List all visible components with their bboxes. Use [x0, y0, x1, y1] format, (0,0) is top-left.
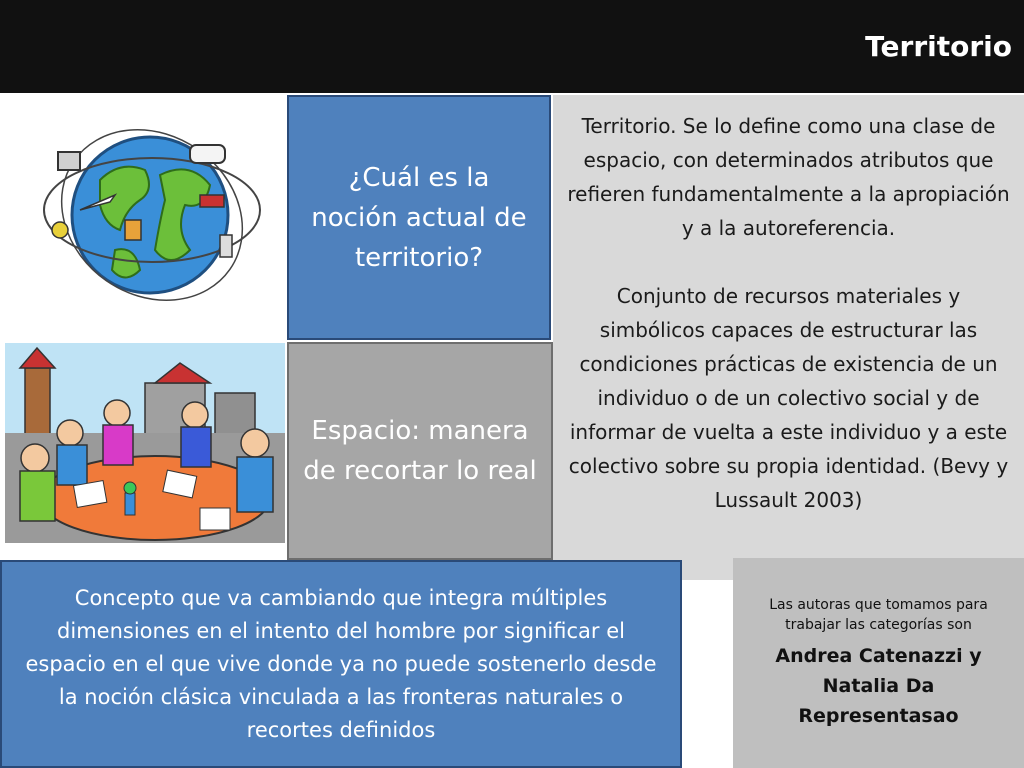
- authors-box: [733, 558, 1024, 768]
- title-bar: [0, 0, 1024, 93]
- slide-title: Territorio: [865, 30, 1012, 63]
- authors-names: Andrea Catenazzi y Natalia Da Representasao: [775, 645, 982, 727]
- space-text: Espacio: manera de recortar lo real: [303, 416, 537, 486]
- authors-intro: Las autoras que tomamos para trabajar las categorías son: [769, 597, 988, 633]
- definition-paragraph-1: Territorio. Se lo define como una clase de espacio, con determinados atributos que refieren fundamentalmente a la apropiación y a la autoreferencia.: [567, 114, 1010, 240]
- concept-box: [0, 560, 682, 768]
- meeting-illustration-icon: [5, 343, 285, 543]
- concept-text: Concepto que va cambiando que integra múltiples dimensiones en el intento del hombre por significar el espacio en el que vive donde ya no puede sostenerlo desde la noción clásica vinculada a las fronteras naturales o recortes definidos: [25, 585, 657, 742]
- globe-illustration-icon: [40, 100, 280, 310]
- space-box: [287, 342, 553, 560]
- definition-box: [553, 95, 1024, 580]
- question-text: ¿Cuál es la noción actual de territorio?: [311, 162, 527, 273]
- definition-paragraph-2: Conjunto de recursos materiales y simbólicos capaces de estructurar las condiciones prácticas de existencia de un individuo o de un colectivo social y de informar de vuelta a este individuo y a este colectivo sobre su propia identidad. (Bevy y Lussault 2003): [568, 284, 1009, 512]
- question-box: [287, 95, 551, 340]
